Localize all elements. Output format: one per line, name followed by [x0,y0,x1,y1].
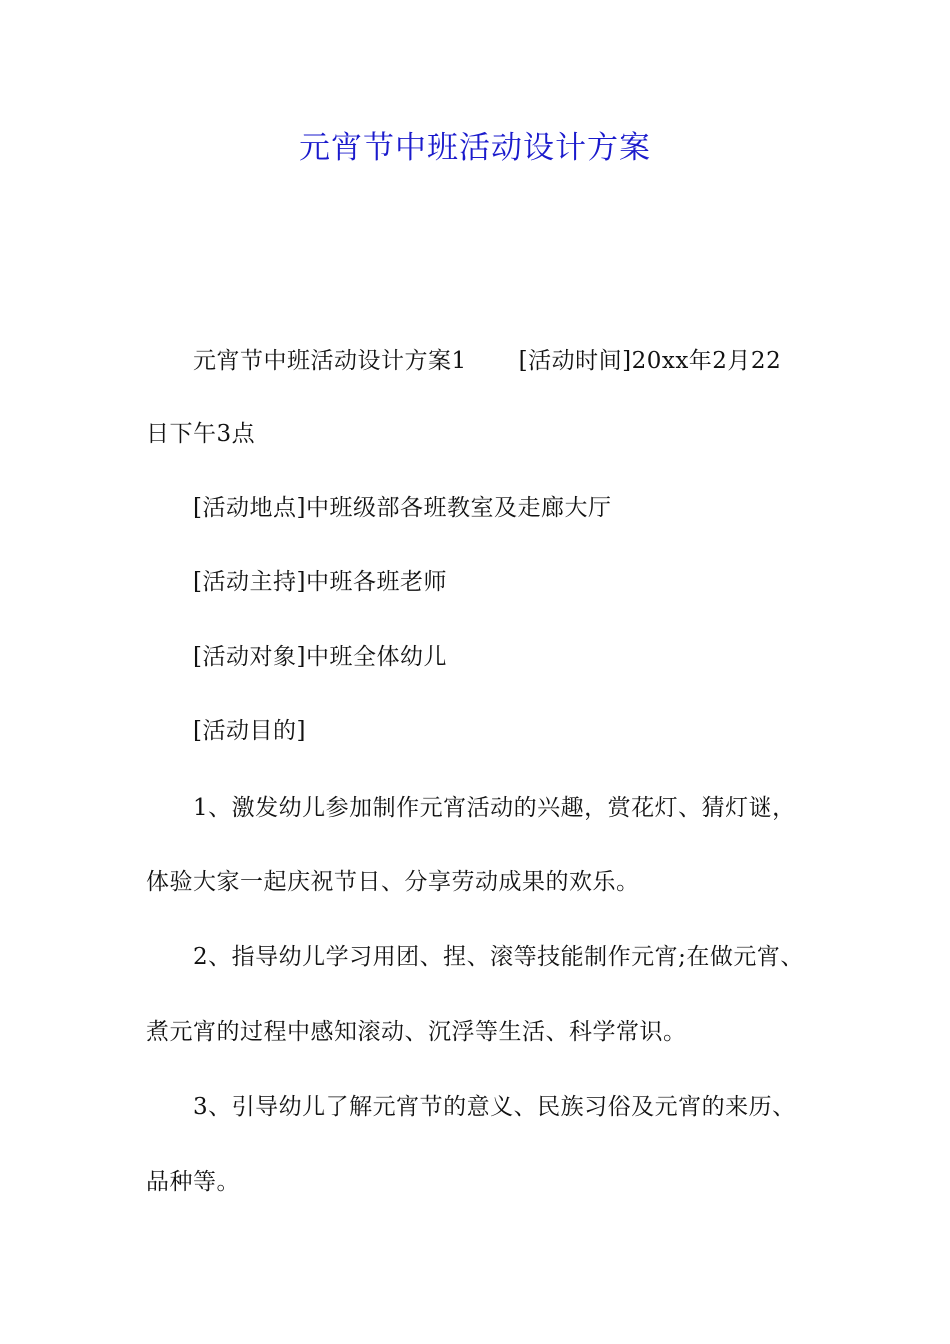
goal-2-line-2: 煮元宵的过程中感知滚动、沉浮等生活、科学常识。 [146,1019,687,1045]
goal-1-line-2: 体验大家一起庆祝节日、分享劳动成果的欢乐。 [146,869,640,895]
activity-place: [活动地点]中班级部各班教室及走廊大厅 [193,495,612,521]
goal-1-line-1: 1、激发幼儿参加制作元宵活动的兴趣，赏花灯、猜灯谜， [193,795,796,821]
plan-heading: 元宵节中班活动设计方案1 [193,348,467,374]
goal-3-line-1: 3、引导幼儿了解元宵节的意义、民族习俗及元宵的来历、 [193,1094,796,1120]
activity-target: [活动对象]中班全体幼儿 [193,644,447,670]
activity-time-continued: 日下午3点 [146,421,256,447]
activity-purpose-heading: [活动目的] [193,718,306,744]
goal-3-line-2: 品种等。 [146,1169,240,1195]
plan-heading-line [193,345,781,377]
goal-2-line-1: 2、指导幼儿学习用团、捏、滚等技能制作元宵;在做元宵、 [193,944,804,970]
activity-host: [活动主持]中班各班老师 [193,569,447,595]
document-title: 元宵节中班活动设计方案 [299,130,651,166]
activity-time-label: [活动时间]20xx年2月22 [518,348,782,374]
